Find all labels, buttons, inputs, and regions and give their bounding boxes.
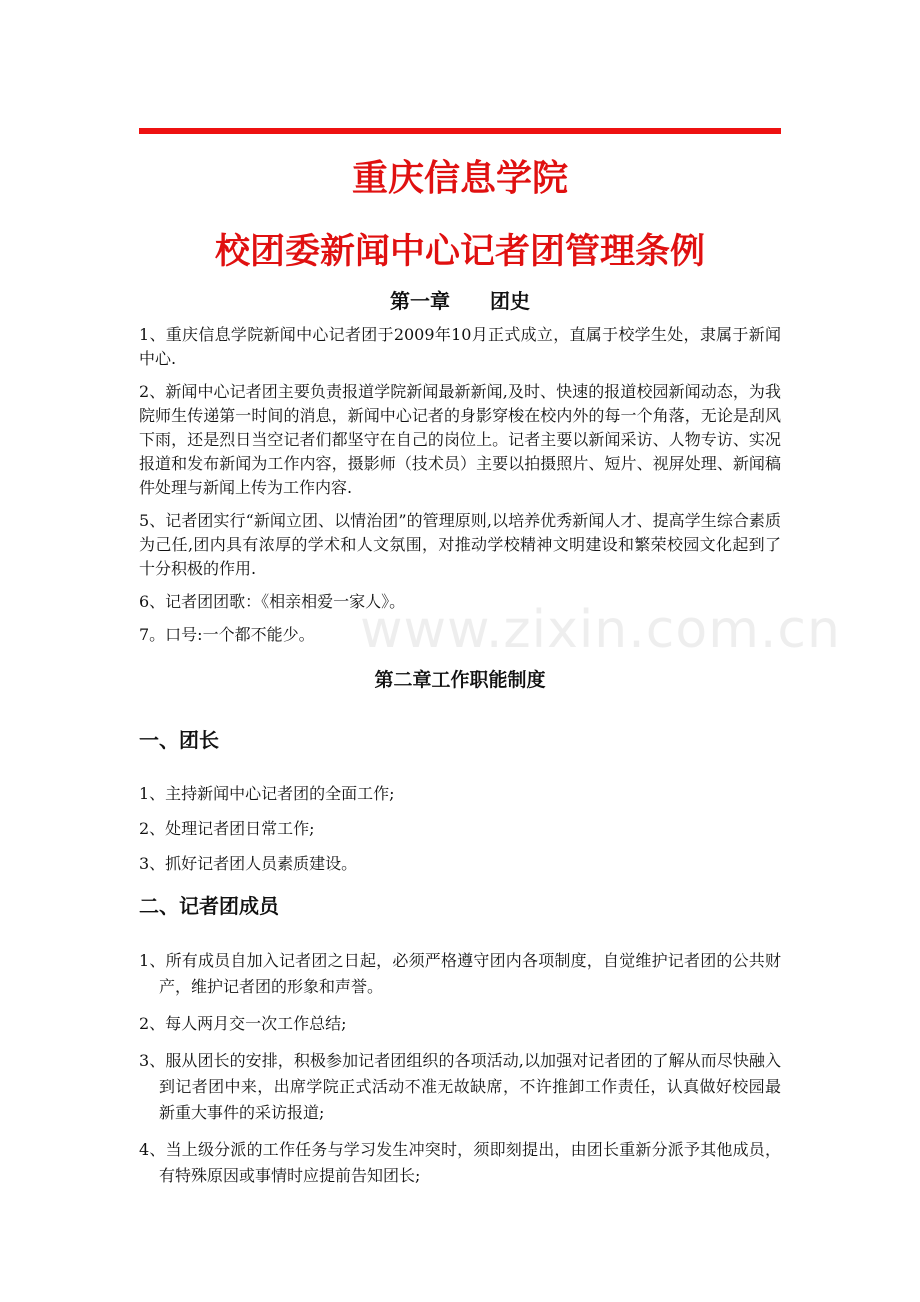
chapter-1-paragraph: 6、记者团团歌：《相亲相爱一家人》。 [139, 592, 406, 611]
chapter-1-heading [139, 283, 781, 319]
section-2-item: 3、服从团长的安排，积极参加记者团组织的各项活动,以加强对记者团的了解从而尽快融入到记者团中来，出席学院正式活动不准无故缺席，不许推卸工作责任，认真做好校园最新重大事件的采访报道; [139, 1051, 781, 1122]
chapter-1-paragraph: 1、重庆信息学院新闻中心记者团于2009年10月正式成立，直属于校学生处，隶属于新闻中心. [139, 325, 781, 368]
header-red-rule [139, 128, 781, 134]
section-1-item: 1、主持新闻中心记者团的全面工作; [139, 784, 395, 803]
document-title: 重庆信息学院 [351, 158, 568, 199]
section-1-heading: 一、团长 [139, 728, 219, 752]
section-2-item: 1、所有成员自加入记者团之日起，必须严格遵守团内各项制度，自觉维护记者团的公共财产，维护记者团的形象和声誉。 [139, 951, 781, 996]
section-2-item: 4、当上级分派的工作任务与学习发生冲突时，须即刻提出，由团长重新分派予其他成员，有特殊原因或事情时应提前告知团长; [139, 1140, 781, 1185]
section-2-heading: 二、记者团成员 [139, 894, 279, 918]
document-subtitle: 校团委新闻中心记者团管理条例 [214, 232, 705, 272]
chapter-1-name: 团史 [490, 289, 530, 313]
chapter-1-paragraph: 7。口号:一个都不能少。 [139, 625, 315, 644]
section-1-item: 3、抓好记者团人员素质建设。 [139, 854, 358, 873]
watermark-text: www.zixin.com.cn [360, 600, 841, 660]
chapter-1-label: 第一章 [390, 289, 450, 313]
chapter-2-heading: 第二章工作职能制度 [374, 669, 546, 691]
section-2-item: 2、每人两月交一次工作总结; [139, 1014, 347, 1033]
chapter-1-paragraph: 5、记者团实行“新闻立团、以情治团”的管理原则,以培养优秀新闻人才、提高学生综合素质为己任,团内具有浓厚的学术和人文氛围，对推动学校精神文明建设和繁荣校园文化起到了十分积极的作用. [139, 511, 781, 578]
chapter-1-paragraph: 2、新闻中心记者团主要负责报道学院新闻最新新闻,及时、快速的报道校园新闻动态，为我院师生传递第一时间的消息，新闻中心记者的身影穿梭在校内外的每一个角落，无论是刮风下雨，还是烈日当空记者们都坚守在自己的岗位上。记者主要以新闻采访、人物专访、实况报道和发布新闻为工作内容，摄影师（技术员）主要以拍摄照片、短片、视屏处理、新闻稿件处理与新闻上传为工作内容. [139, 382, 781, 497]
section-1-item: 2、处理记者团日常工作; [139, 819, 315, 838]
document-body [139, 283, 781, 1200]
